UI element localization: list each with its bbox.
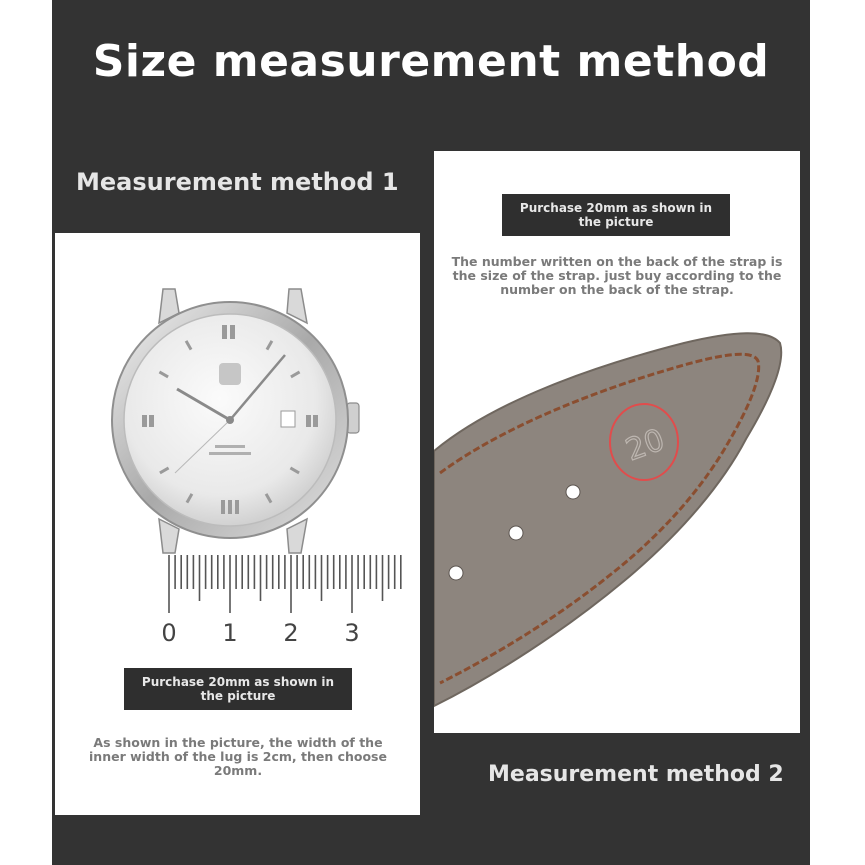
strap-image — [434, 333, 781, 706]
method2-heading: Measurement method 2 — [488, 762, 784, 787]
watch-ruler-illustration — [55, 233, 420, 815]
method1-caption: As shown in the picture, the width of the inner width of the lug is 2cm, then choose 20mm. — [89, 735, 387, 778]
page-title: Size measurement method — [92, 36, 770, 87]
method1-panel — [55, 233, 420, 815]
watch-image — [112, 289, 359, 553]
ruler-image — [161, 555, 400, 647]
ruler-label: 2 — [283, 619, 299, 647]
method2-caption: The number written on the back of the strap is the size of the strap. just buy according to the number on the back of the strap. — [451, 254, 783, 297]
method1-heading: Measurement method 1 — [76, 168, 399, 196]
method2-badge: Purchase 20mm as shown in the picture — [502, 194, 730, 236]
measurement-guide — [52, 0, 810, 865]
method2-panel — [434, 151, 800, 733]
ruler-label: 3 — [344, 619, 360, 647]
strap-illustration — [434, 151, 800, 733]
ruler-label: 0 — [161, 619, 177, 647]
method1-badge: Purchase 20mm as shown in the picture — [124, 668, 352, 710]
ruler-label: 1 — [222, 619, 238, 647]
strap-size-number: 20 — [621, 422, 670, 469]
